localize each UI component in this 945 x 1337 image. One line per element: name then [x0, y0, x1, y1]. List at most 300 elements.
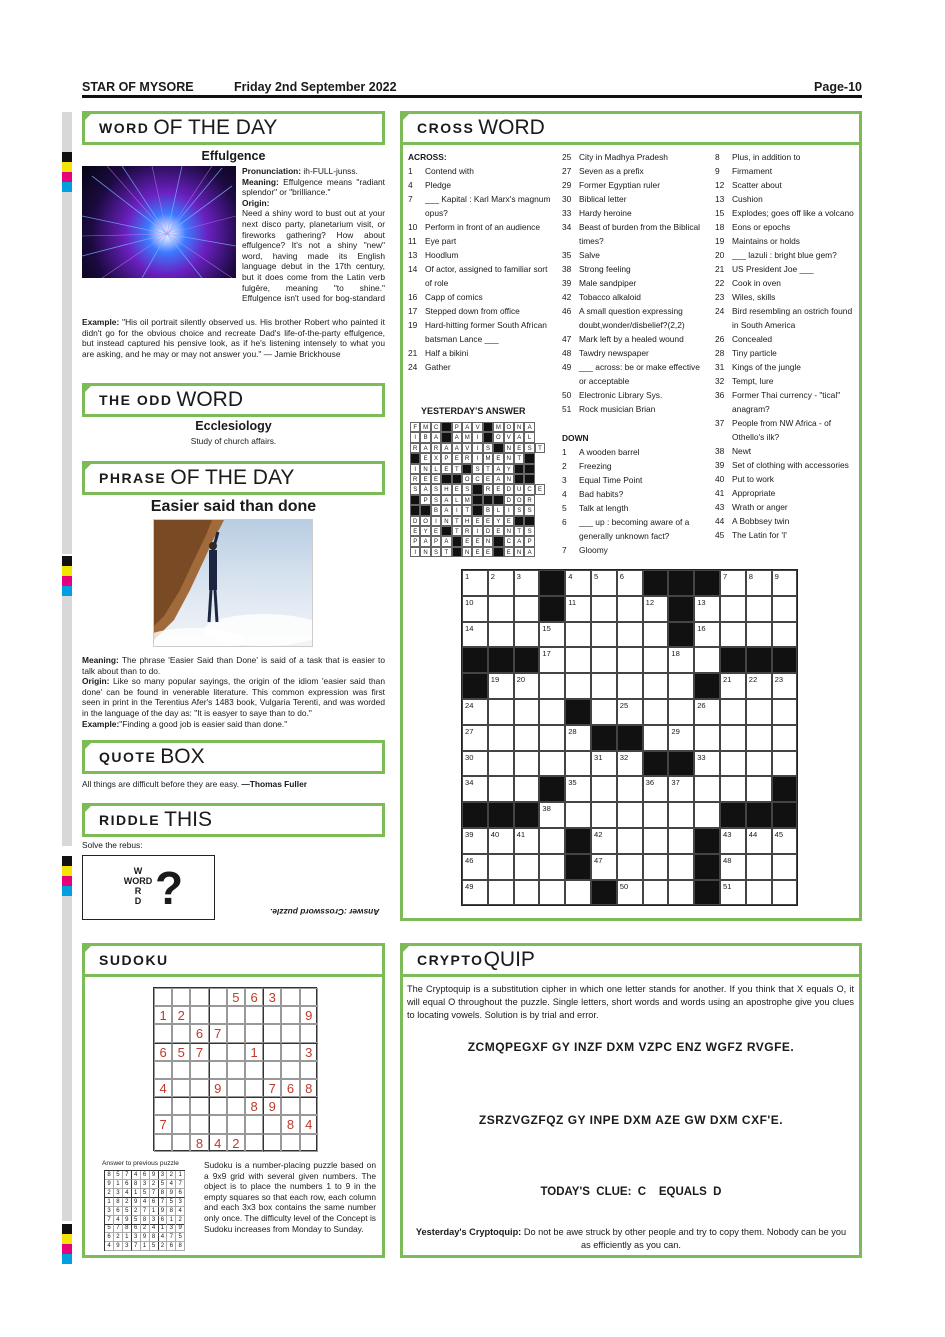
crossword-block	[668, 622, 694, 648]
crossword-cell[interactable]	[746, 751, 772, 777]
clue-number: 12	[715, 180, 725, 190]
clue-number: 18	[715, 222, 725, 232]
crossword-block	[772, 802, 798, 828]
yesterday-cell: T	[452, 464, 462, 474]
crossword-cell[interactable]: 26	[694, 699, 720, 725]
crossword-cell[interactable]: 21	[720, 673, 746, 699]
clue-text: Perform in front of an audience	[425, 222, 540, 232]
yesterday-cell: E	[472, 547, 482, 557]
clue-item	[562, 346, 710, 360]
yesterday-cell: N	[504, 474, 514, 484]
color-chip	[62, 152, 72, 162]
yesterday-cell	[410, 453, 420, 463]
crossword-cell[interactable]	[514, 854, 540, 880]
sudoku-cell[interactable]	[300, 1134, 318, 1152]
yesterday-cell: E	[493, 453, 503, 463]
clue-number: 7	[562, 545, 567, 555]
crossword-cell[interactable]: 49	[462, 880, 488, 906]
crossword-cell[interactable]	[720, 699, 746, 725]
sudoku-cell[interactable]	[209, 1006, 227, 1024]
sudoku-cell[interactable]	[209, 1061, 227, 1079]
crossword-cell[interactable]	[617, 622, 643, 648]
crossword-cell[interactable]	[643, 828, 669, 854]
crossword-block	[462, 802, 488, 828]
crossword-cell[interactable]	[694, 725, 720, 751]
crossword-cell[interactable]	[746, 725, 772, 751]
crossword-cell[interactable]	[668, 673, 694, 699]
clue-number: 33	[562, 208, 572, 218]
crossword-cell[interactable]	[720, 622, 746, 648]
sudoku-cell[interactable]	[154, 1024, 172, 1042]
clue-number: 34	[562, 222, 572, 232]
clue-number: 29	[562, 180, 572, 190]
sudoku-cell[interactable]	[227, 1061, 245, 1079]
sudoku-cell[interactable]	[227, 1097, 245, 1115]
crossword-cell[interactable]	[643, 725, 669, 751]
crossword-cell[interactable]	[539, 880, 565, 906]
crossword-cell[interactable]	[643, 622, 669, 648]
clue-item	[562, 164, 710, 178]
crossword-cell[interactable]	[772, 699, 798, 725]
yesterday-cell: E	[420, 474, 430, 484]
sudoku-cell[interactable]	[209, 1043, 227, 1061]
crossword-cell[interactable]	[565, 622, 591, 648]
sudoku-cell[interactable]	[245, 1024, 263, 1042]
crossword-cell[interactable]: 22	[746, 673, 772, 699]
sudoku-cell[interactable]	[154, 1061, 172, 1079]
crossword-cell[interactable]: 48	[720, 854, 746, 880]
sudoku-cell[interactable]	[245, 1115, 263, 1133]
crossword-cell[interactable]: 12	[643, 596, 669, 622]
clue-text: Mark left by a healed wound	[579, 334, 684, 344]
crossword-cell[interactable]	[591, 802, 617, 828]
crossword-cell[interactable]	[746, 596, 772, 622]
sudoku-answer-cell: 7	[105, 1216, 114, 1225]
crossword-cell[interactable]	[514, 751, 540, 777]
sudoku-cell[interactable]	[172, 1134, 190, 1152]
crossword-cell[interactable]	[591, 699, 617, 725]
sudoku-answer-cell: 6	[141, 1171, 150, 1180]
crossword-cell[interactable]	[591, 622, 617, 648]
yesterday-cell: O	[493, 432, 503, 442]
crossword-cell[interactable]: 10	[462, 596, 488, 622]
crossword-cell[interactable]	[539, 673, 565, 699]
sudoku-cell[interactable]	[190, 1061, 208, 1079]
crossword-cell[interactable]: 15	[539, 622, 565, 648]
crossword-cell[interactable]: 20	[514, 673, 540, 699]
clue-text: Concealed	[732, 334, 773, 344]
yesterday-cell: V	[472, 422, 482, 432]
down-label: DOWN	[562, 433, 589, 443]
color-chip	[62, 182, 72, 192]
sudoku-cell[interactable]	[172, 1115, 190, 1133]
crossword-cell[interactable]: 7	[720, 570, 746, 596]
sudoku-cell[interactable]	[227, 1043, 245, 1061]
clue-text: Salve	[579, 250, 600, 260]
crossword-cell[interactable]: 40	[488, 828, 514, 854]
crossword-cell[interactable]	[668, 802, 694, 828]
sudoku-cell: 7	[154, 1115, 172, 1133]
word-of-day-word: Effulgence	[201, 149, 266, 163]
yesterday-cell: T	[514, 453, 524, 463]
sudoku-cell[interactable]	[227, 1024, 245, 1042]
sudoku-cell[interactable]	[300, 988, 318, 1006]
sudoku-cell[interactable]	[263, 1043, 281, 1061]
sudoku-cell[interactable]	[300, 1061, 318, 1079]
crossword-cell[interactable]	[591, 596, 617, 622]
sudoku-cell: 9	[209, 1079, 227, 1097]
crossword-cell[interactable]: 32	[617, 751, 643, 777]
crossword-cell[interactable]	[514, 776, 540, 802]
yesterday-cell: N	[420, 547, 430, 557]
crossword-cell[interactable]	[746, 622, 772, 648]
sudoku-answer-cell: 9	[114, 1242, 123, 1251]
color-chip	[62, 1224, 72, 1234]
crossword-cell[interactable]: 2	[488, 570, 514, 596]
yesterday-cell: P	[452, 422, 462, 432]
sudoku-cell[interactable]	[245, 1079, 263, 1097]
yesterday-cell: S	[524, 505, 534, 515]
yesterday-cell: I	[472, 443, 482, 453]
yesterday-cell: P	[441, 453, 451, 463]
crossword-cell[interactable]	[668, 880, 694, 906]
sudoku-answer-cell: 5	[158, 1180, 167, 1189]
crossword-cell[interactable]	[746, 699, 772, 725]
cryptoquip-line1: ZCMQPEGXF GY INZF DXM VZPC ENZ WGFZ RVGFE.	[467, 1040, 795, 1054]
crossword-block	[539, 596, 565, 622]
crossword-cell[interactable]: 51	[720, 880, 746, 906]
clue-item	[715, 220, 857, 234]
clue-number: 43	[715, 502, 725, 512]
crossword-cell[interactable]	[539, 854, 565, 880]
clue-number: 14	[408, 264, 418, 274]
cryptoquip-line2: ZSRZVGZFQZ GY INPE DXM AZE GW DXM CXF'E.	[478, 1113, 784, 1127]
sudoku-cell[interactable]	[227, 1079, 245, 1097]
sudoku-cell[interactable]	[190, 1115, 208, 1133]
crossword-cell[interactable]: 23	[772, 673, 798, 699]
sudoku-cell: 6	[281, 1079, 299, 1097]
clue-text: Male sandpiper	[579, 278, 637, 288]
clue-item	[715, 206, 857, 220]
crossword-block	[462, 647, 488, 673]
clue-number: 32	[715, 376, 725, 386]
crossword-cell[interactable]: 16	[694, 622, 720, 648]
crossword-cell[interactable]: 19	[488, 673, 514, 699]
sudoku-answer-cell: 1	[158, 1224, 167, 1233]
crossword-cell[interactable]	[488, 880, 514, 906]
sudoku-cell[interactable]	[172, 1024, 190, 1042]
sudoku-cell[interactable]	[227, 1006, 245, 1024]
clue-number: 8	[715, 152, 720, 162]
sudoku-cell[interactable]	[281, 988, 299, 1006]
crossword-block	[720, 647, 746, 673]
sudoku-cell[interactable]	[227, 1115, 245, 1133]
crossword-cell[interactable]	[746, 776, 772, 802]
crossword-cell[interactable]	[539, 725, 565, 751]
crossword-block	[772, 647, 798, 673]
crossword-cell[interactable]: 28	[565, 725, 591, 751]
sudoku-cell[interactable]	[172, 1079, 190, 1097]
crossword-cell[interactable]	[668, 699, 694, 725]
crossword-cell[interactable]: 41	[514, 828, 540, 854]
sudoku-description: Sudoku is a number-placing puzzle based on a 9x9 grid with several given numbers. The object is to place the numbers 1 to 9 in the empty squares so that each row, each column and each 3x3 box contains the same number only once. The difficulty level of the Concept is Sudoku increases from Monday to Sunday.	[204, 1160, 376, 1234]
margin-strip	[62, 896, 72, 1221]
crossword-cell[interactable]	[591, 673, 617, 699]
yesterday-cell: A	[431, 432, 441, 442]
sudoku-answer-cell: 3	[150, 1216, 159, 1225]
crossword-cell[interactable]: 36	[643, 776, 669, 802]
yesterday-cell: Y	[420, 526, 430, 536]
crossword-cell[interactable]: 37	[668, 776, 694, 802]
crossword-cell[interactable]	[591, 776, 617, 802]
sudoku-answer-cell: 9	[141, 1233, 150, 1242]
crossword-cell[interactable]: 11	[565, 596, 591, 622]
clue-text: Former Thai currency - "tical" anagram?	[732, 390, 841, 414]
crossword-cell[interactable]: 5	[591, 570, 617, 596]
crossword-cell[interactable]: 44	[746, 828, 772, 854]
sudoku-answer-cell: 3	[167, 1224, 176, 1233]
crossword-cell[interactable]	[617, 647, 643, 673]
sudoku-cell: 6	[245, 988, 263, 1006]
crossword-cell[interactable]	[488, 725, 514, 751]
crossword-cell[interactable]: 47	[591, 854, 617, 880]
crossword-cell[interactable]	[565, 673, 591, 699]
crossword-cell[interactable]	[591, 647, 617, 673]
crossword-cell[interactable]	[746, 854, 772, 880]
crossword-cell[interactable]: 14	[462, 622, 488, 648]
clue-text: ___ across: be or make effective or acceptable	[579, 362, 700, 386]
sudoku-cell[interactable]	[263, 1024, 281, 1042]
sudoku-cell[interactable]	[281, 1024, 299, 1042]
crossword-cell[interactable]: 35	[565, 776, 591, 802]
yesterday-cell: C	[431, 422, 441, 432]
clue-text: Gather	[425, 362, 451, 372]
crossword-cell[interactable]	[643, 647, 669, 673]
clue-number: 22	[715, 278, 725, 288]
crossword-cell[interactable]: 3	[514, 570, 540, 596]
sudoku-cell[interactable]	[154, 1134, 172, 1152]
yesterday-cell: S	[483, 443, 493, 453]
clue-number: 30	[562, 194, 572, 204]
sudoku-answer-cell: 9	[158, 1207, 167, 1216]
crossword-cell[interactable]	[565, 751, 591, 777]
crossword-cell[interactable]	[720, 725, 746, 751]
crossword-cell[interactable]: 39	[462, 828, 488, 854]
crossword-cell[interactable]: 4	[565, 570, 591, 596]
yesterday-cell: O	[462, 474, 472, 484]
crossword-cell[interactable]	[643, 854, 669, 880]
clue-text: Freezing	[579, 461, 612, 471]
sudoku-cell[interactable]	[172, 1061, 190, 1079]
crossword-cell[interactable]	[746, 880, 772, 906]
crossword-cell[interactable]	[488, 751, 514, 777]
crossword-cell[interactable]	[565, 880, 591, 906]
crossword-cell[interactable]	[565, 647, 591, 673]
sudoku-cell[interactable]	[190, 1006, 208, 1024]
crossword-cell[interactable]	[539, 699, 565, 725]
sudoku-answer-cell: 5	[141, 1189, 150, 1198]
crossword-cell[interactable]	[772, 596, 798, 622]
sudoku-cell[interactable]	[263, 1115, 281, 1133]
crossword-cell[interactable]: 17	[539, 647, 565, 673]
clue-item	[562, 248, 710, 262]
sudoku-cell[interactable]	[190, 988, 208, 1006]
crossword-cell[interactable]	[643, 699, 669, 725]
clue-item	[715, 164, 857, 178]
sudoku-cell[interactable]	[281, 1134, 299, 1152]
sudoku-cell[interactable]	[281, 1097, 299, 1115]
crossword-cell[interactable]	[694, 802, 720, 828]
clue-text: US President Joe ___	[732, 264, 814, 274]
sudoku-cell[interactable]	[263, 1061, 281, 1079]
crossword-cell[interactable]: 27	[462, 725, 488, 751]
sudoku-answer-cell: 7	[176, 1180, 185, 1189]
sudoku-cell[interactable]	[209, 1097, 227, 1115]
crossword-cell[interactable]: 31	[591, 751, 617, 777]
crossword-cell[interactable]	[488, 699, 514, 725]
clue-item	[715, 444, 857, 458]
clue-item	[562, 290, 710, 304]
sudoku-answer-cell: 1	[132, 1189, 141, 1198]
crossword-cell[interactable]: 13	[694, 596, 720, 622]
sudoku-answer-cell: 2	[132, 1207, 141, 1216]
crossword-cell[interactable]	[539, 751, 565, 777]
sudoku-cell[interactable]	[209, 1115, 227, 1133]
clue-item	[715, 346, 857, 360]
crossword-cell[interactable]: 42	[591, 828, 617, 854]
sudoku-cell[interactable]	[245, 1061, 263, 1079]
crossword-cell[interactable]	[720, 596, 746, 622]
crossword-cell[interactable]	[514, 596, 540, 622]
crossword-cell[interactable]: 29	[668, 725, 694, 751]
sudoku-cell[interactable]	[190, 1079, 208, 1097]
sudoku-cell[interactable]	[245, 1006, 263, 1024]
crossword-cell[interactable]: 8	[746, 570, 772, 596]
crossword-block	[539, 776, 565, 802]
cryptoquip-clue: TODAY'S CLUE: C EQUALS D	[540, 1186, 722, 1198]
crossword-cell[interactable]: 30	[462, 751, 488, 777]
sudoku-cell[interactable]	[263, 1134, 281, 1152]
crossword-cell[interactable]	[565, 802, 591, 828]
crossword-cell[interactable]	[488, 776, 514, 802]
crossword-cell[interactable]: 1	[462, 570, 488, 596]
crossword-cell[interactable]: 43	[720, 828, 746, 854]
crossword-cell[interactable]	[668, 854, 694, 880]
crossword-cell[interactable]: 6	[617, 570, 643, 596]
crossword-cell[interactable]	[488, 622, 514, 648]
sudoku-answer-label: Answer to previous puzzle	[102, 1160, 179, 1167]
sudoku-cell[interactable]	[209, 988, 227, 1006]
crossword-cell[interactable]	[617, 802, 643, 828]
clue-text: Contend with	[425, 166, 474, 176]
crossword-cell[interactable]	[488, 596, 514, 622]
crossword-cell[interactable]	[772, 622, 798, 648]
rebus-box	[82, 855, 215, 920]
crossword-cell[interactable]	[694, 647, 720, 673]
crossword-cell[interactable]	[617, 596, 643, 622]
sudoku-cell[interactable]	[172, 1097, 190, 1115]
sudoku-cell[interactable]	[263, 1006, 281, 1024]
crossword-cell[interactable]	[514, 699, 540, 725]
crossword-cell[interactable]	[668, 828, 694, 854]
clue-item	[715, 388, 857, 416]
sudoku-cell[interactable]	[300, 1097, 318, 1115]
yesterday-cell: V	[504, 432, 514, 442]
crossword-cell[interactable]	[514, 880, 540, 906]
clue-text: Eons or epochs	[732, 222, 791, 232]
yesterday-cell: E	[504, 516, 514, 526]
crossword-cell[interactable]: 50	[617, 880, 643, 906]
sudoku-cell[interactable]	[300, 1024, 318, 1042]
crossword-cell[interactable]: 9	[772, 570, 798, 596]
crossword-cell[interactable]: 18	[668, 647, 694, 673]
crossword-cell[interactable]	[694, 776, 720, 802]
sudoku-cell[interactable]	[154, 1097, 172, 1115]
crossword-cell[interactable]: 38	[539, 802, 565, 828]
yesterday-cell: F	[410, 422, 420, 432]
crossword-cell[interactable]	[617, 854, 643, 880]
clue-item	[562, 487, 710, 501]
color-chip	[62, 576, 72, 586]
crossword-cell[interactable]: 24	[462, 699, 488, 725]
crossword-cell[interactable]	[772, 854, 798, 880]
sudoku-answer-cell: 5	[132, 1216, 141, 1225]
crossword-cell[interactable]	[514, 622, 540, 648]
sudoku-cell[interactable]	[281, 1043, 299, 1061]
crossword-cell[interactable]	[617, 828, 643, 854]
crossword-cell[interactable]	[514, 725, 540, 751]
sudoku-cell: 4	[154, 1079, 172, 1097]
crossword-cell[interactable]	[539, 828, 565, 854]
crossword-cell[interactable]	[772, 725, 798, 751]
yesterday-cell: S	[462, 484, 472, 494]
crossword-cell[interactable]: 25	[617, 699, 643, 725]
crossword-cell[interactable]: 45	[772, 828, 798, 854]
clue-item	[715, 472, 857, 486]
sudoku-cell[interactable]	[190, 1097, 208, 1115]
crossword-cell[interactable]: 33	[694, 751, 720, 777]
clue-number: 6	[562, 517, 567, 527]
crossword-cell[interactable]	[488, 854, 514, 880]
sudoku-answer-cell: 1	[176, 1171, 185, 1180]
crossword-cell[interactable]	[772, 751, 798, 777]
sudoku-cell[interactable]	[154, 988, 172, 1006]
clue-number: 19	[408, 320, 418, 330]
yesterday-cell: E	[431, 526, 441, 536]
sudoku-cell[interactable]	[281, 1061, 299, 1079]
crossword-cell[interactable]	[772, 880, 798, 906]
sudoku-cell[interactable]	[281, 1006, 299, 1024]
sudoku-cell[interactable]	[245, 1134, 263, 1152]
crossword-cell[interactable]	[643, 802, 669, 828]
crossword-block	[565, 828, 591, 854]
crossword-cell[interactable]	[720, 751, 746, 777]
crossword-block	[668, 751, 694, 777]
yesterday-cell: A	[514, 432, 524, 442]
crossword-cell[interactable]	[643, 880, 669, 906]
crossword-cell[interactable]	[720, 776, 746, 802]
yesterday-cell: L	[524, 432, 534, 442]
crossword-cell[interactable]	[643, 673, 669, 699]
yesterday-cell	[472, 484, 482, 494]
clue-number: 21	[408, 348, 418, 358]
crossword-cell[interactable]: 46	[462, 854, 488, 880]
yesterday-cell: R	[462, 453, 472, 463]
crossword-cell[interactable]	[617, 673, 643, 699]
sudoku-cell[interactable]	[172, 988, 190, 1006]
crossword-cell[interactable]	[617, 776, 643, 802]
crossword-cell[interactable]: 34	[462, 776, 488, 802]
